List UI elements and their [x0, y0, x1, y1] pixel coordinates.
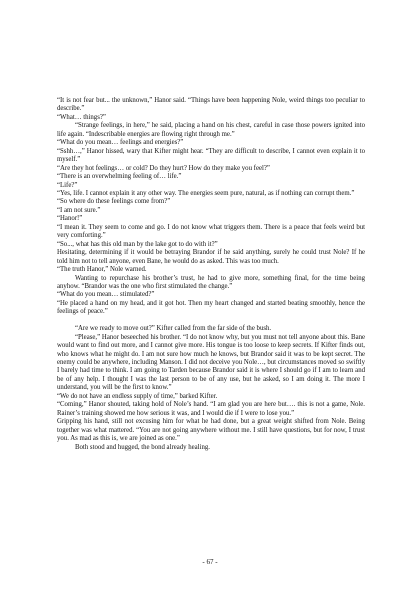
paragraph: “Yes, life. I cannot explain it any other way. The energies seem pure, natural, as if nothing can corrupt them.”: [57, 189, 355, 197]
paragraph: “What do you mean… feelings and energies?”: [57, 139, 184, 147]
paragraph: “I mean it. They seem to come and go. I do not know what triggers them. There is a peace that feels weird but very comforting.”: [57, 223, 365, 240]
body-text: [57, 97, 365, 452]
paragraph: “We do not have an endless supply of time,” barked Kifter.: [57, 392, 218, 400]
paragraph: “Are we ready to move out?” Kifter called from the far side of the bush.: [75, 325, 272, 333]
paragraph: “There is an overwhelming feeling of… life.”: [57, 173, 182, 181]
paragraph: “Hanor!”: [57, 215, 83, 223]
paragraph: “So..., what has this old man by the lake got to do with it?”: [57, 240, 218, 248]
paragraph: “Coming,” Hanor shouted, taking hold of Nole’s hand. “I am glad you are here but…. this is not a game, Nole. Rainer’s training showed me how serious it was, and I would die if I were to lose you.”: [57, 401, 365, 417]
paragraph: “I am not sure.”: [57, 206, 101, 214]
paragraph: Wanting to repurchase his brother’s trust, he had to give more, something final, for the time being anyhow. “Brandor was the one who first stimulated the change.”: [57, 274, 365, 290]
paragraph: Gripping his hand, still not excusing him for what he had done, but a great weight shifted from Nole. Being together was what mattered. “You are not going anywhere without me. I still have questions, but for now, I trust you. As mad as this is, we are joined as one.”: [57, 418, 365, 443]
paragraph: “Sshh…,” Hanor hissed, wary that Kifter might hear. “They are difficult to describe, I cannot even explain it to myself.”: [57, 147, 365, 164]
paragraph: Hesitating, determining if it would be betraying Brandor if he said anything, surely he could trust Nole? If he told him not to tell anyone, even Bane, he would do as asked. This was too much.: [57, 249, 365, 265]
paragraph-gap: [57, 317, 365, 325]
page-number: - 67 -: [202, 558, 218, 566]
paragraph: “It is not fear but... the unknown,” Hanor said. “Things have been happening Nole, weird things too peculiar to describe.”: [57, 97, 365, 113]
paragraph: “Strange feelings, in here,” he said, placing a hand on his chest, careful in case those powers ignited into life again. “Indescribable energies are flowing right through me.”: [57, 122, 365, 138]
paragraph: “Are they hot feelings… or cold? Do they hurt? How do they make you feel?”: [57, 164, 270, 172]
paragraph: Both stood and hugged, the bond already healing.: [75, 443, 210, 451]
paragraph: “Please,” Hanor beseeched his brother. “I do not know why, but you must not tell anyone about this. Bane would want to find out more, and I cannot give more. His tongue is too loose to keep secrets. If Kifter finds out, who knows what he might do. I am not sure how much he knows, but Brandor said it was to be kept secret. The enemy could be anywhere, including Manson. I did not deceive you Nole…, but circumstances moved so swiftly I barely had time to think. I am going to Tarden because Brandor said it is where I should go if I am to learn and be of any help. I thought I was the last person to be of any use, but he asked, so I am doing it. The more I understand, you will be the first to know.”: [57, 333, 365, 392]
paragraph: “The truth Hanor,” Nole warned.: [57, 266, 147, 274]
paragraph: “What… things?”: [57, 113, 106, 121]
paragraph: “What do you mean… stimulated?”: [57, 291, 155, 299]
paragraph: “Life?”: [57, 181, 78, 189]
paragraph: “He placed a hand on my head, and it got hot. Then my heart changed and started beating smoothly, hence the feelings of peace.”: [57, 299, 365, 316]
paragraph: “So where do these feelings come from?”: [57, 198, 171, 206]
